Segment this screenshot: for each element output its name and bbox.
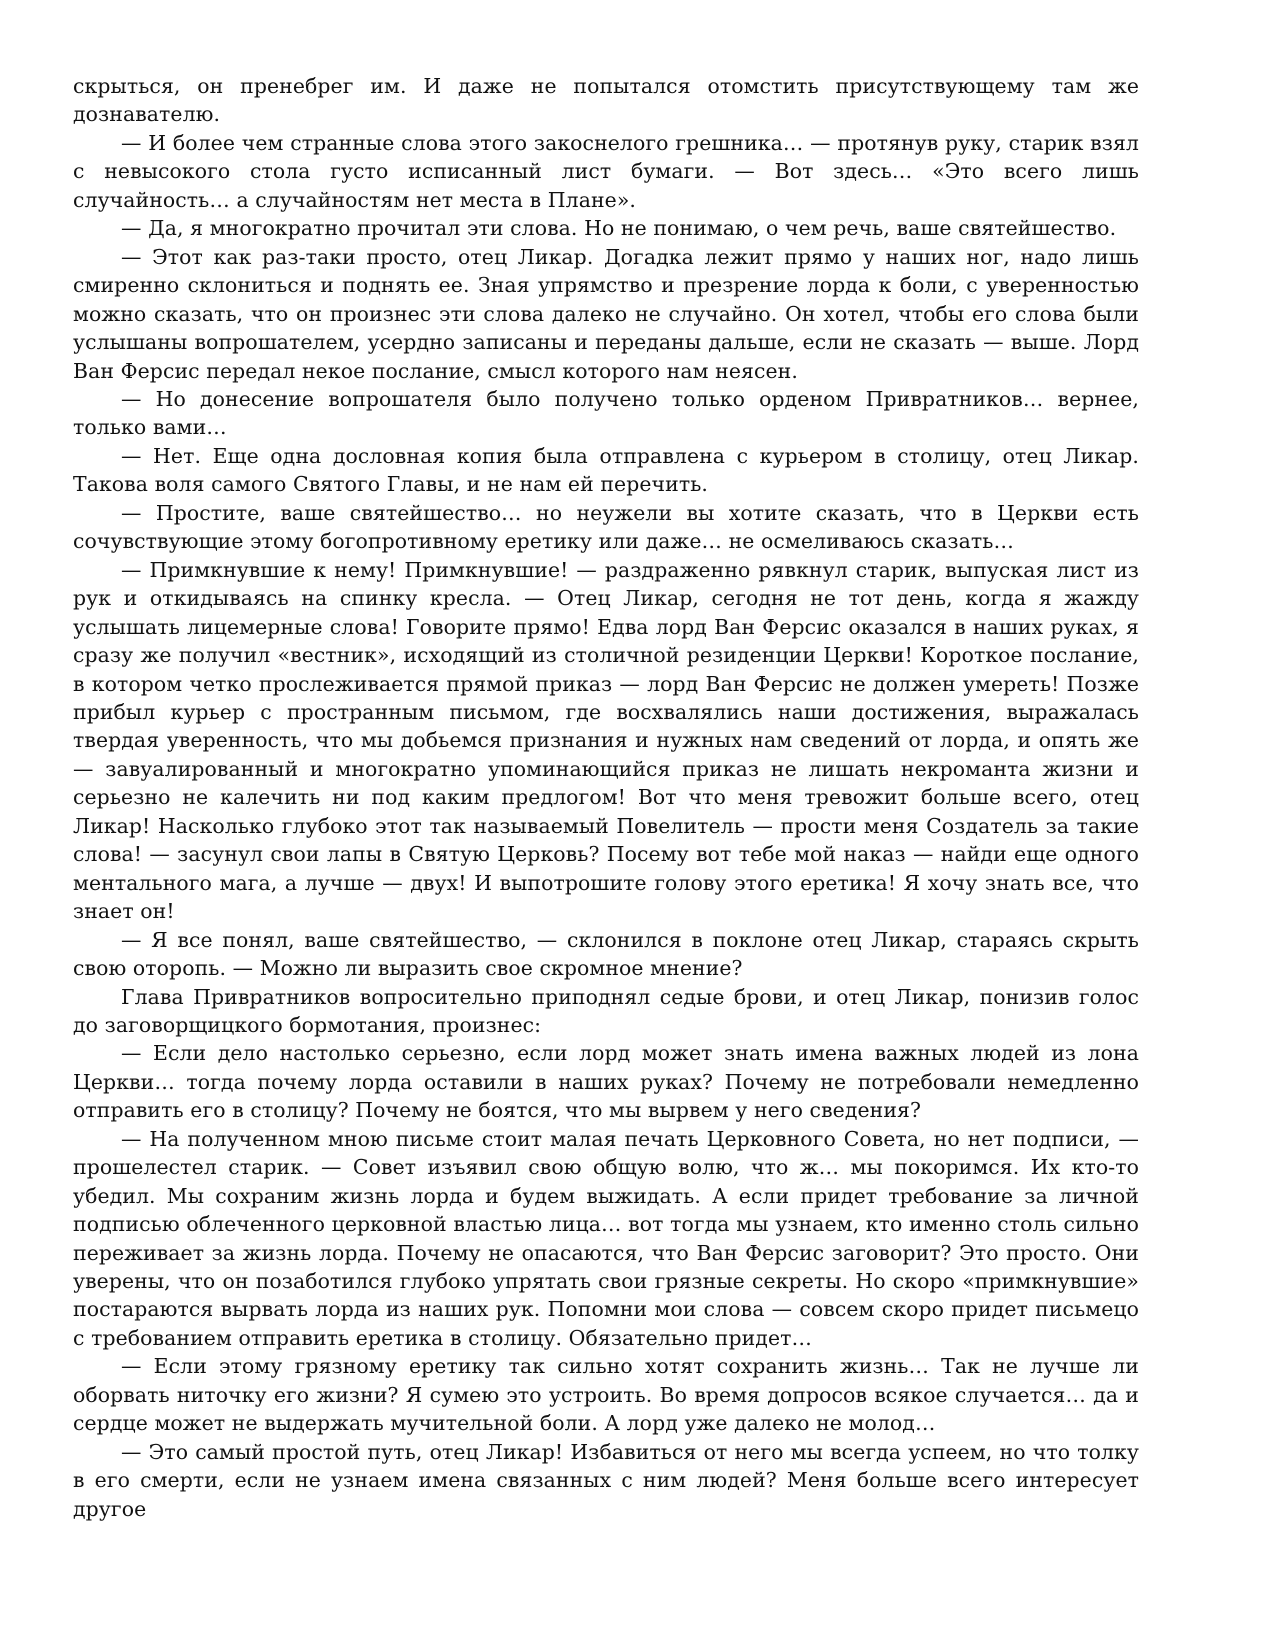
paragraph-3: — Да, я многократно прочитал эти слова. Но не понимаю, о чем речь, ваше святейшество.: [121, 216, 1117, 241]
paragraph-1: скрыться, он пренебрег им. И даже не попытался отомстить присутствующему там же дознавателю.: [73, 74, 1139, 127]
paragraph-7: — Простите, ваше святейшество… но неужели вы хотите сказать, что в Церкви есть сочувствующие этому богопротивному еретику или даже… не осмеливаюсь сказать…: [73, 500, 1139, 554]
paragraph-4: — Этот как раз-таки просто, отец Ликар. Догадка лежит прямо у наших ног, надо лишь смиренно склониться и поднять ее. Зная упрямство и презрение лорда к боли, с уверенностью можно сказать, что он произнес эти слова далеко не случайно. Он хотел, чтобы его слова были услышаны вопрошателем, усердно записаны и переданы дальше, если не сказать — выше. Лорд Ван Ферсис передал некое послание, смысл которого нам неясен.: [73, 244, 1139, 383]
paragraph-12: — На полученном мною письме стоит малая печать Церковного Совета, но нет подписи, — прошелестел старик. — Совет изъявил свою общую волю, что ж… мы покоримся. Их кто-то убедил. Мы сохраним жизнь лорда и будем выжидать. А если придет требование за личной подписью облеченного церковной властью лица… вот тогда мы узнаем, кто именно столь сильно переживает за жизнь лорда. Почему не опасаются, что Ван Ферсис заговорит? Это просто. Они уверены, что он позаботился глубоко упрятать свои грязные секреты. Но скоро «примкнувшие» постараются вырвать лорда из наших рук. Попомни мои слова — совсем скоро придет письмецо с требованием отправить еретика в столицу. Обязательно придет…: [73, 1126, 1139, 1350]
paragraph-9: — Я все понял, ваше святейшество, — склонился в поклоне отец Ликар, стараясь скрыть свою оторопь. — Можно ли выразить свое скромное мнение?: [73, 927, 1139, 981]
paragraph-8: — Примкнувшие к нему! Примкнувшие! — раздраженно рявкнул старик, выпуская лист из рук и откидываясь на спинку кресла. — Отец Ликар, сегодня не тот день, когда я жажду услышать лицемерные слова! Говорите прямо! Едва лорд Ван Ферсис оказался в наших руках, я сразу же получил «вестник», исходящий из столичной резиденции Церкви! Короткое послание, в котором четко прослеживается прямой приказ — лорд Ван Ферсис не должен умереть! Позже прибыл курьер с пространным письмом, где восхвалялись наши достижения, выражалась твердая уверенность, что мы добьемся признания и нужных нам сведений от лорда, и опять же — завуалированный и многократно упоминающийся приказ не лишать некроманта жизни и серьезно не калечить ни под каким предлогом! Вот что меня тревожит больше всего, отец Ликар! Насколько глубоко этот так называемый Повелитель — прости меня Создатель за такие слова! — засунул свои лапы в Святую Церковь? Посему вот тебе мой наказ — найди еще одного ментального мага, а лучше — двух! И выпотрошите голову этого еретика! Я хочу знать все, что знает он!: [73, 557, 1139, 924]
paragraph-13: — Если этому грязному еретику так сильно хотят сохранить жизнь… Так не лучше ли оборвать ниточку его жизни? Я сумею это устроить. Во время допросов всякое случается… да и сердце может не выдержать мучительной боли. А лорд уже далеко не молод…: [73, 1354, 1139, 1436]
paragraph-14: — Это самый простой путь, отец Ликар! Избавиться от него мы всегда успеем, но что толку в его смерти, если не узнаем имена связанных с ним людей? Меня больше всего интересует другое: [73, 1439, 1139, 1521]
paragraph-2: — И более чем странные слова этого закоснелого грешника… — протянув руку, старик взял с невысокого стола густо исписанный лист бумаги. — Вот здесь… «Это всего лишь случайность… а случайностям нет места в Плане».: [73, 130, 1139, 212]
paragraph-10: Глава Привратников вопросительно приподнял седые брови, и отец Ликар, понизив голос до заговорщицкого бормотания, произнес:: [73, 984, 1139, 1037]
paragraph-6: — Нет. Еще одна дословная копия была отправлена с курьером в столицу, отец Ликар. Такова воля самого Святого Главы, и не нам ей перечить.: [73, 443, 1139, 497]
paragraph-11: — Если дело настолько серьезно, если лорд может знать имена важных людей из лона Церкви… тогда почему лорда оставили в наших руках? Почему не потребовали немедленно отправить его в столицу? Почему не боятся, что мы вырвем у него сведения?: [73, 1041, 1139, 1123]
paragraph-5: — Но донесение вопрошателя было получено только орденом Привратников… вернее, только вами…: [73, 386, 1139, 440]
book-page: [73, 72, 1139, 1523]
